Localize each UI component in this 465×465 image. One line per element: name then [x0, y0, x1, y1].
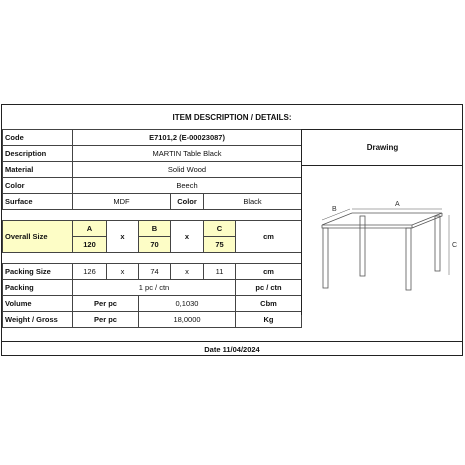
date-footer: Date 11/04/2024: [2, 341, 462, 356]
table-leg-front-left: [323, 228, 328, 288]
packing-size-row: [3, 264, 302, 280]
table-top-side: [412, 213, 442, 228]
overall-sep-1: x: [107, 221, 139, 253]
dim-c-label: C: [204, 221, 236, 237]
weight-per: Per pc: [73, 312, 139, 328]
packing-row: [3, 280, 302, 296]
table-drawing: [302, 165, 463, 315]
color-label: Color: [3, 178, 73, 194]
volume-row: [3, 296, 302, 312]
description-row: [3, 146, 302, 162]
overall-size-header-row: [3, 221, 302, 237]
dim-b-label: B: [139, 221, 171, 237]
weight-value: 18,0000: [139, 312, 236, 328]
weight-unit: Kg: [236, 312, 302, 328]
surface-color-label: Color: [171, 194, 204, 210]
packing-value: 1 pc / ctn: [73, 280, 236, 296]
surface-color-value: Black: [204, 194, 302, 210]
color-row: [3, 178, 302, 194]
dim-c-marker: C: [452, 242, 458, 249]
volume-label: Volume: [3, 296, 73, 312]
spacer-row: [3, 210, 302, 221]
surface-label: Surface: [3, 194, 73, 210]
material-value: Solid Wood: [73, 162, 302, 178]
table-leg-back-right: [435, 216, 440, 271]
surface-value: MDF: [73, 194, 171, 210]
overall-size-unit: cm: [236, 221, 302, 253]
spec-table: [2, 129, 302, 328]
packing-unit: pc / ctn: [236, 280, 302, 296]
volume-unit: Cbm: [236, 296, 302, 312]
dim-b-value: 70: [139, 237, 171, 253]
table-top-edge: [322, 225, 412, 228]
packing-size-v2: 74: [139, 264, 171, 280]
volume-per: Per pc: [73, 296, 139, 312]
drawing-label: Drawing: [302, 129, 463, 166]
code-value: E7101,2 (E-00023087): [73, 130, 302, 146]
dim-a-marker: A: [395, 201, 400, 208]
packing-label: Packing: [3, 280, 73, 296]
drawing-panel: [301, 129, 463, 315]
material-row: [3, 162, 302, 178]
packing-size-v1: 126: [73, 264, 107, 280]
spacer-row: [3, 253, 302, 264]
dim-a-label: A: [73, 221, 107, 237]
description-label: Description: [3, 146, 73, 162]
dim-a-value: 120: [73, 237, 107, 253]
packing-sep-2: x: [171, 264, 204, 280]
sheet-title: ITEM DESCRIPTION / DETAILS:: [2, 105, 462, 130]
dim-c-value: 75: [204, 237, 236, 253]
color-value: Beech: [73, 178, 302, 194]
code-row: [3, 130, 302, 146]
dim-b-marker: B: [332, 206, 337, 213]
material-label: Material: [3, 162, 73, 178]
volume-value: 0,1030: [139, 296, 236, 312]
code-label: Code: [3, 130, 73, 146]
weight-label: Weight / Gross: [3, 312, 73, 328]
packing-size-unit: cm: [236, 264, 302, 280]
overall-sep-2: x: [171, 221, 204, 253]
item-details-sheet: [1, 104, 463, 356]
table-leg-front-right: [406, 228, 411, 290]
weight-row: [3, 312, 302, 328]
overall-size-label: Overall Size: [3, 221, 73, 253]
packing-sep-1: x: [107, 264, 139, 280]
packing-size-v3: 11: [204, 264, 236, 280]
packing-size-label: Packing Size: [3, 264, 73, 280]
description-value: MARTIN Table Black: [73, 146, 302, 162]
surface-row: [3, 194, 302, 210]
